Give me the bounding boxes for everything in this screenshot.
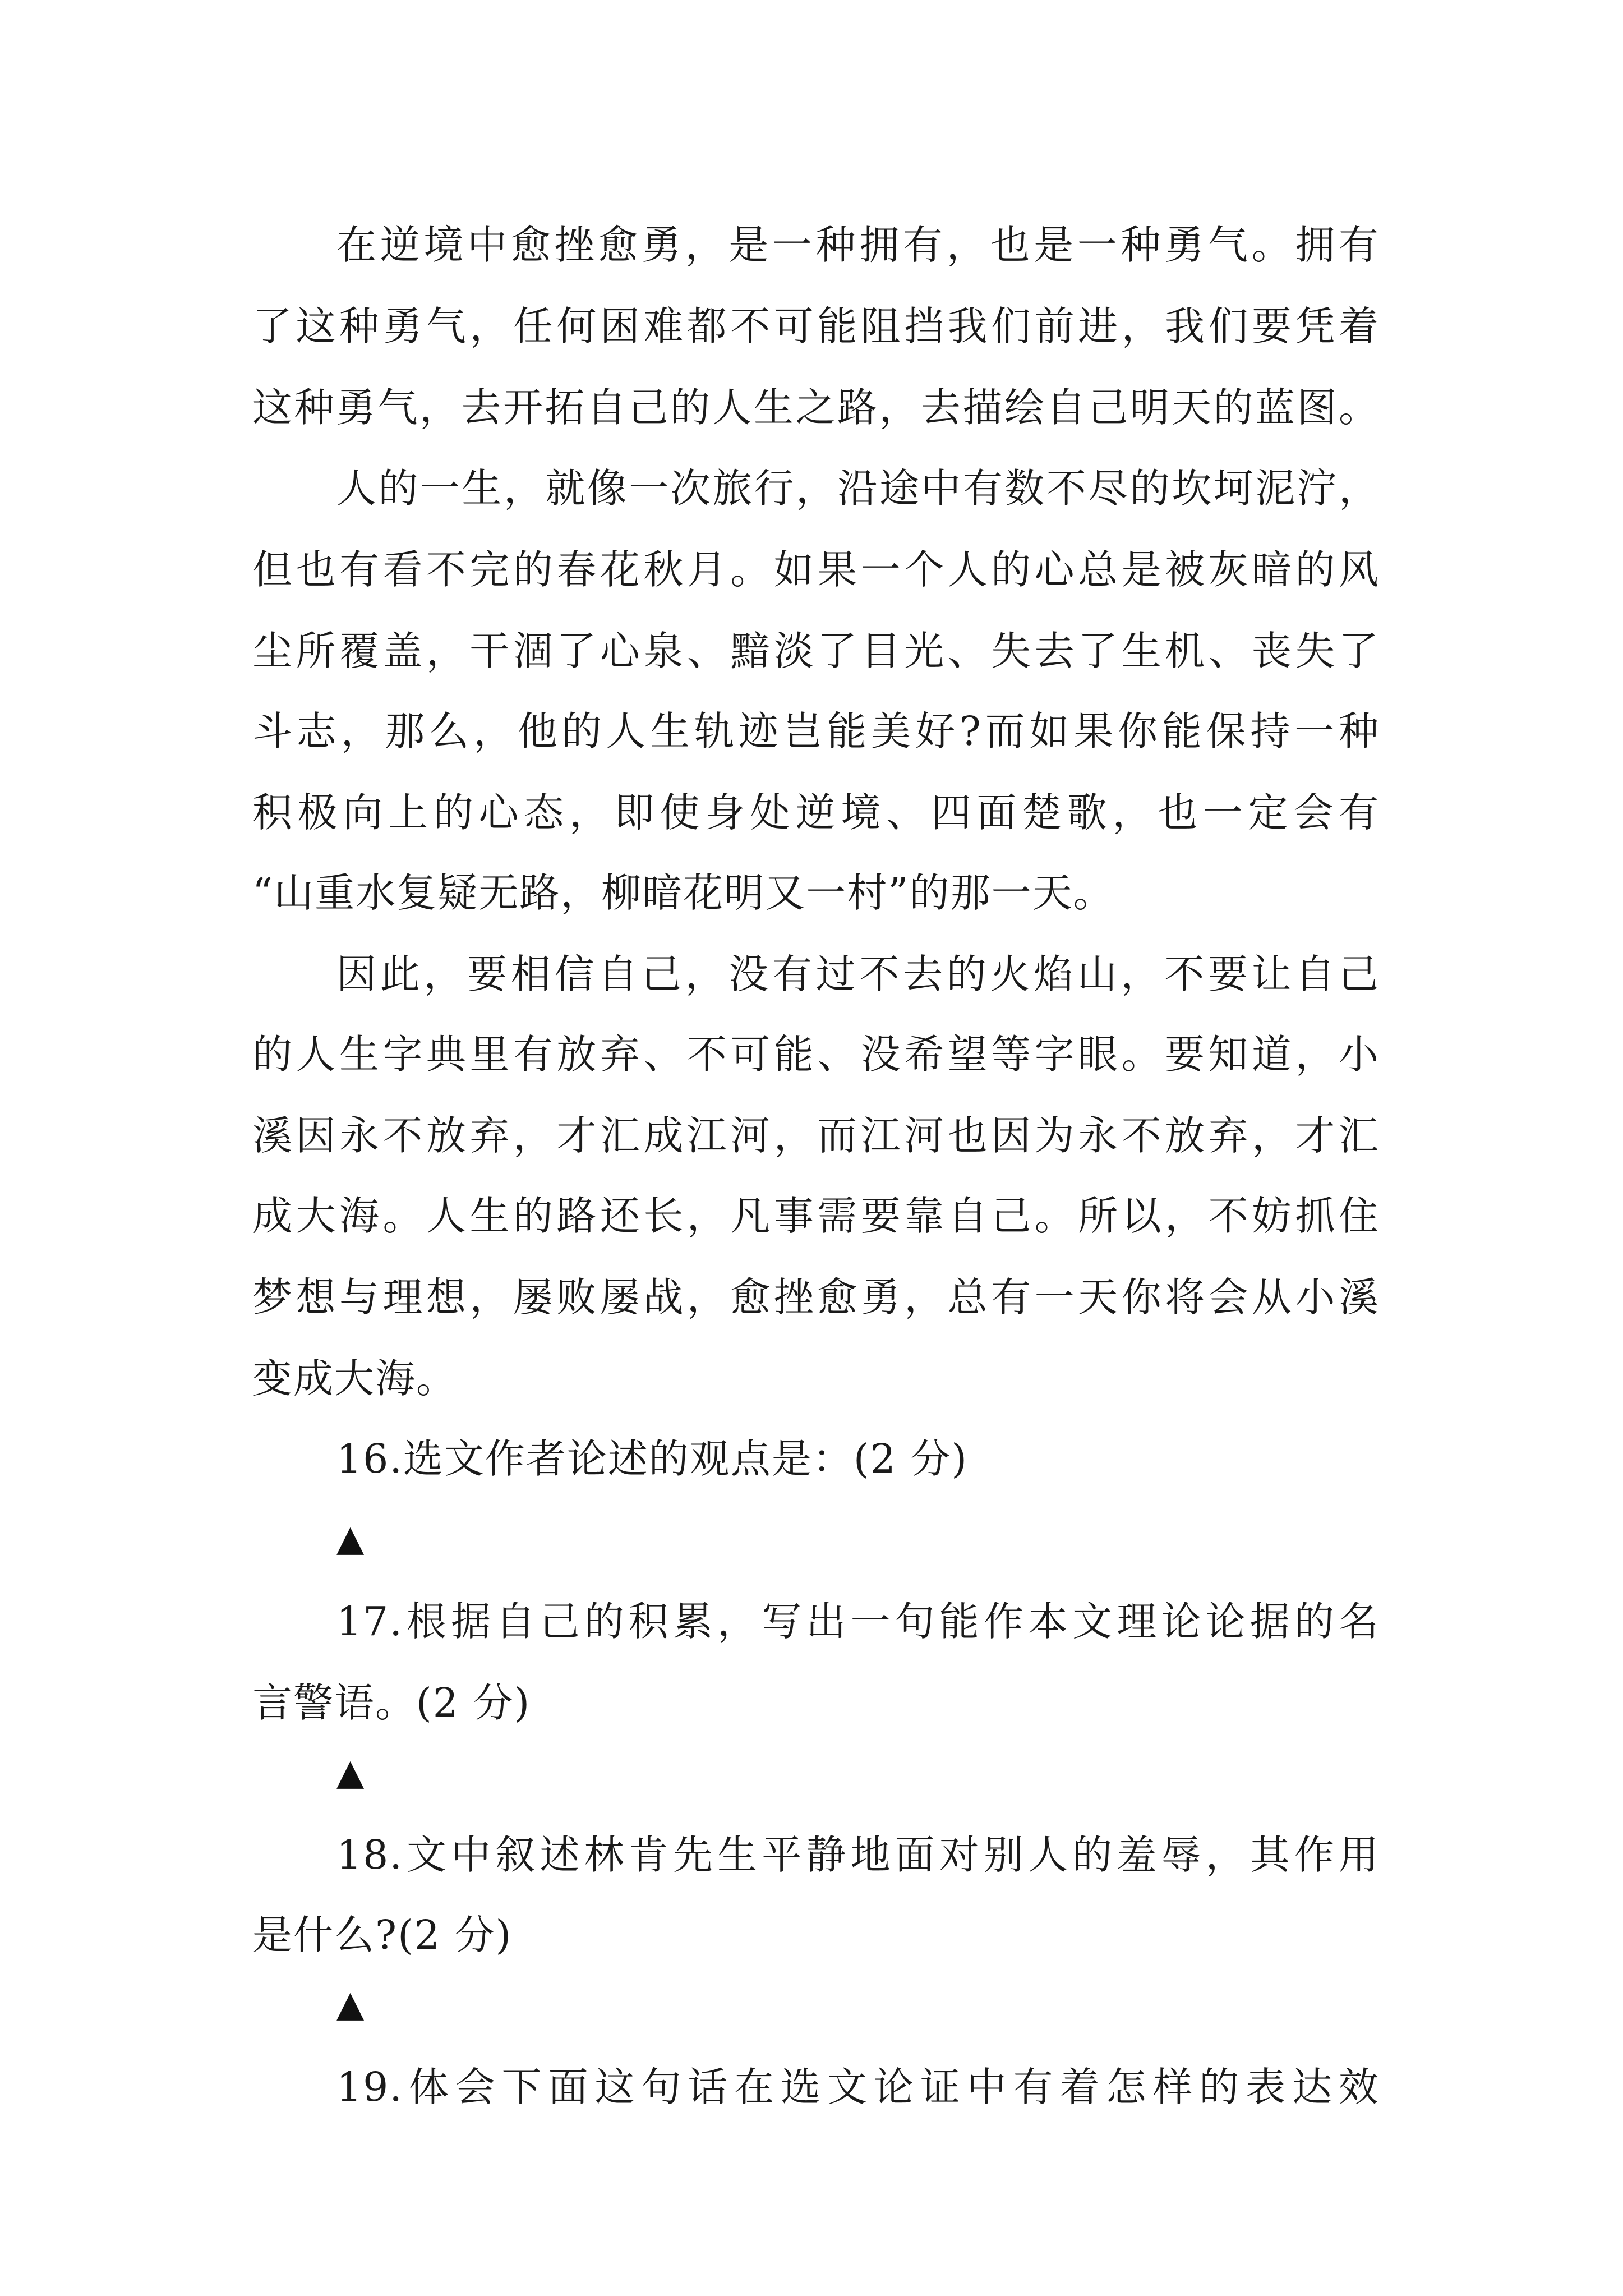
paragraph-2-line-1: 人的一生，就像一次旅行，沿途中有数不尽的坎坷泥泞， — [336, 465, 1380, 512]
paragraph-2-line-2: 但也有看不完的春花秋月。如果一个人的心总是被灰暗的风 — [252, 546, 1380, 593]
answer-marker-triangle-icon: ▲ — [336, 1518, 365, 1559]
question-18-line-2: 是什么?(2 分) — [252, 1912, 513, 1958]
question-18-line-1: 18.文中叙述林肯先生平静地面对别人的羞辱，其作用 — [336, 1832, 1380, 1878]
answer-marker-triangle-icon: ▲ — [336, 1752, 365, 1793]
paragraph-3-line-3: 溪因永不放弃，才汇成江河，而江河也因为永不放弃，才汇 — [252, 1112, 1380, 1159]
paragraph-3-line-2: 的人生字典里有放弃、不可能、没希望等字眼。要知道，小 — [252, 1031, 1380, 1078]
question-17-line-2: 言警语。(2 分) — [252, 1680, 531, 1726]
paragraph-1-line-3: 这种勇气，去开拓自己的人生之路，去描绘自己明天的蓝图。 — [252, 384, 1380, 431]
paragraph-2-line-5: 积极向上的心态，即使身处逆境、四面楚歌，也一定会有 — [252, 789, 1380, 836]
paragraph-1-line-1: 在逆境中愈挫愈勇，是一种拥有，也是一种勇气。拥有 — [336, 222, 1380, 268]
question-17-line-1: 17.根据自己的积累，写出一句能作本文理论论据的名 — [336, 1598, 1380, 1645]
question-16-text: 16.选文作者论述的观点是：(2 分) — [336, 1435, 969, 1482]
paragraph-3-line-6: 变成大海。 — [252, 1355, 458, 1402]
paragraph-1-line-2: 了这种勇气，任何困难都不可能阻挡我们前进，我们要凭着 — [252, 303, 1380, 349]
answer-marker-triangle-icon: ▲ — [336, 1984, 365, 2025]
paragraph-2-line-4: 斗志，那么，他的人生轨迹岂能美好?而如果你能保持一种 — [252, 708, 1380, 754]
paragraph-3-line-5: 梦想与理想，屡败屡战，愈挫愈勇，总有一天你将会从小溪 — [252, 1274, 1380, 1320]
paragraph-2-line-3: 尘所覆盖，干涸了心泉、黯淡了目光、失去了生机、丧失了 — [252, 628, 1380, 674]
paragraph-3-line-4: 成大海。人生的路还长，凡事需要靠自己。所以，不妨抓住 — [252, 1193, 1380, 1239]
paragraph-3-line-1: 因此，要相信自己，没有过不去的火焰山，不要让自己 — [336, 951, 1380, 997]
paragraph-2-line-6: “山重水复疑无路，柳暗花明又一村”的那一天。 — [252, 869, 1114, 916]
question-19-line-1: 19.体会下面这句话在选文论证中有着怎样的表达效 — [336, 2064, 1380, 2110]
